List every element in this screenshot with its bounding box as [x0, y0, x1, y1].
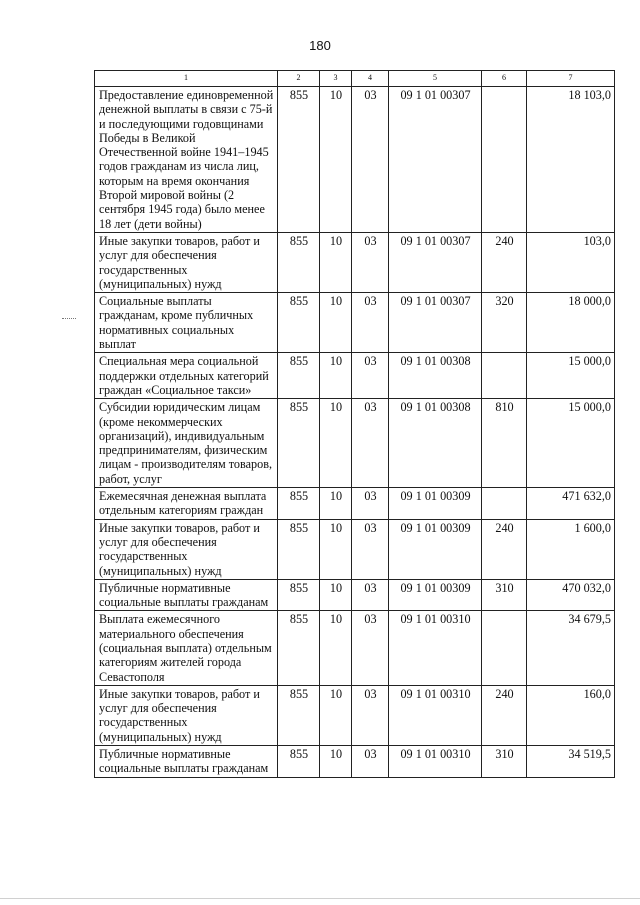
row-code-department: 855 [278, 293, 320, 353]
row-code-target: 09 1 01 00309 [389, 519, 482, 579]
table-row [95, 87, 615, 233]
row-name: Предоставление единовременной денежной выплаты в связи с 75-й и последующими годовщинами Победы в Великой Отечественной войне 1941–1945 годов гражданам из числа лиц, которым на время окончания Второй мировой войны (2 сентября 1945 года) было менее 18 лет (дети войны) [95, 87, 278, 233]
row-code-expense-type: 810 [482, 399, 527, 488]
row-code-expense-type [482, 353, 527, 399]
table-row [95, 232, 615, 292]
page-bottom-rule [0, 898, 640, 899]
row-code-target: 09 1 01 00308 [389, 399, 482, 488]
row-code-subsection: 03 [352, 488, 389, 520]
table-row [95, 399, 615, 488]
row-code-subsection: 03 [352, 685, 389, 745]
row-amount: 18 000,0 [527, 293, 615, 353]
row-amount: 15 000,0 [527, 353, 615, 399]
page-number: 180 [309, 38, 331, 53]
table-row [95, 579, 615, 611]
row-code-subsection: 03 [352, 611, 389, 685]
row-code-target: 09 1 01 00310 [389, 746, 482, 778]
row-code-target: 09 1 01 00307 [389, 293, 482, 353]
row-code-department: 855 [278, 611, 320, 685]
row-code-section: 10 [320, 293, 352, 353]
table-row [95, 746, 615, 778]
row-amount: 34 519,5 [527, 746, 615, 778]
column-header-6: 6 [482, 71, 527, 87]
row-code-section: 10 [320, 746, 352, 778]
row-name: Публичные нормативные социальные выплаты гражданам [95, 579, 278, 611]
table-row [95, 488, 615, 520]
row-code-section: 10 [320, 519, 352, 579]
row-code-section: 10 [320, 87, 352, 233]
row-code-expense-type: 320 [482, 293, 527, 353]
row-name: Иные закупки товаров, работ и услуг для обеспечения государственных (муниципальных) нужд [95, 519, 278, 579]
row-code-subsection: 03 [352, 232, 389, 292]
table-row [95, 353, 615, 399]
row-code-subsection: 03 [352, 399, 389, 488]
row-code-section: 10 [320, 232, 352, 292]
row-code-expense-type: 240 [482, 685, 527, 745]
row-code-subsection: 03 [352, 579, 389, 611]
row-code-section: 10 [320, 611, 352, 685]
row-code-section: 10 [320, 353, 352, 399]
row-code-section: 10 [320, 488, 352, 520]
table-row [95, 519, 615, 579]
row-amount: 103,0 [527, 232, 615, 292]
row-code-department: 855 [278, 519, 320, 579]
row-code-target: 09 1 01 00307 [389, 232, 482, 292]
budget-table [94, 70, 615, 778]
row-amount: 470 032,0 [527, 579, 615, 611]
row-name: Иные закупки товаров, работ и услуг для обеспечения государственных (муниципальных) нужд [95, 232, 278, 292]
row-code-department: 855 [278, 232, 320, 292]
table-row [95, 293, 615, 353]
row-name: Публичные нормативные социальные выплаты гражданам [95, 746, 278, 778]
row-code-department: 855 [278, 488, 320, 520]
margin-mark [62, 318, 76, 320]
row-code-department: 855 [278, 746, 320, 778]
column-header-3: 3 [320, 71, 352, 87]
row-code-subsection: 03 [352, 293, 389, 353]
row-amount: 471 632,0 [527, 488, 615, 520]
row-code-target: 09 1 01 00309 [389, 579, 482, 611]
row-amount: 1 600,0 [527, 519, 615, 579]
row-code-subsection: 03 [352, 746, 389, 778]
column-header-2: 2 [278, 71, 320, 87]
row-name: Иные закупки товаров, работ и услуг для обеспечения государственных (муниципальных) нужд [95, 685, 278, 745]
row-code-section: 10 [320, 685, 352, 745]
row-name: Субсидии юридическим лицам (кроме некоммерческих организаций), индивидуальным предпринимателям, физическим лицам - производителям товаров, работ, услуг [95, 399, 278, 488]
table-row [95, 611, 615, 685]
table-row [95, 685, 615, 745]
column-header-5: 5 [389, 71, 482, 87]
row-code-expense-type [482, 611, 527, 685]
row-code-expense-type [482, 87, 527, 233]
row-amount: 15 000,0 [527, 399, 615, 488]
row-amount: 160,0 [527, 685, 615, 745]
row-code-subsection: 03 [352, 87, 389, 233]
row-code-expense-type: 310 [482, 746, 527, 778]
row-code-section: 10 [320, 399, 352, 488]
row-code-subsection: 03 [352, 519, 389, 579]
row-code-target: 09 1 01 00309 [389, 488, 482, 520]
row-code-expense-type: 310 [482, 579, 527, 611]
row-amount: 18 103,0 [527, 87, 615, 233]
row-name: Ежемесячная денежная выплата отдельным категориям граждан [95, 488, 278, 520]
column-header-4: 4 [352, 71, 389, 87]
row-code-subsection: 03 [352, 353, 389, 399]
row-code-department: 855 [278, 399, 320, 488]
row-code-target: 09 1 01 00310 [389, 685, 482, 745]
column-header-7: 7 [527, 71, 615, 87]
row-code-department: 855 [278, 579, 320, 611]
row-code-target: 09 1 01 00308 [389, 353, 482, 399]
row-name: Выплата ежемесячного материального обеспечения (социальная выплата) отдельным категориям жителей города Севастополя [95, 611, 278, 685]
row-code-target: 09 1 01 00307 [389, 87, 482, 233]
header-row [95, 71, 615, 87]
row-code-expense-type [482, 488, 527, 520]
row-code-target: 09 1 01 00310 [389, 611, 482, 685]
row-name: Социальные выплаты гражданам, кроме публичных нормативных социальных выплат [95, 293, 278, 353]
row-code-section: 10 [320, 579, 352, 611]
row-amount: 34 679,5 [527, 611, 615, 685]
row-name: Специальная мера социальной поддержки отдельных категорий граждан «Социальное такси» [95, 353, 278, 399]
row-code-expense-type: 240 [482, 519, 527, 579]
row-code-expense-type: 240 [482, 232, 527, 292]
row-code-department: 855 [278, 353, 320, 399]
column-header-1: 1 [95, 71, 278, 87]
row-code-department: 855 [278, 685, 320, 745]
row-code-department: 855 [278, 87, 320, 233]
